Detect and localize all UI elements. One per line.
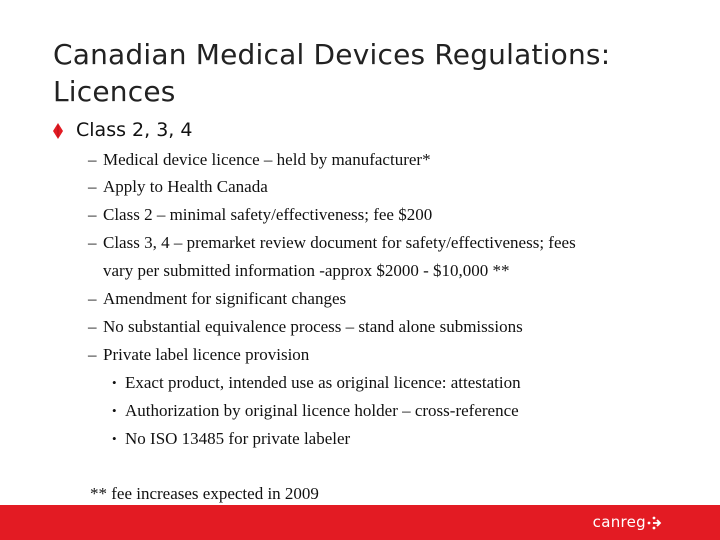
sub-bullet-text: Medical device licence – held by manufacturer* [103,150,431,169]
slide-title: Canadian Medical Devices Regulations: Licences [53,38,611,108]
sub-bullet-text: Private label licence provision [103,345,310,364]
sub-bullet-text: vary per submitted information -approx $2000 - $10,000 ** [103,261,510,280]
dash-marker: – [88,205,97,224]
sub-sub-bullet-text: No ISO 13485 for private labeler [125,429,351,448]
bullet-label: Class 2, 3, 4 [76,119,193,141]
dash-marker: – [88,233,97,252]
dash-marker: – [88,177,97,196]
dot-marker: • [112,431,117,446]
sub-sub-bullet-text: Authorization by original licence holder – cross-reference [125,401,519,420]
sub-bullet-text: Apply to Health Canada [103,177,268,196]
footer-bar [0,505,720,540]
dash-marker: – [88,150,97,169]
sub-bullet-text: Class 2 – minimal safety/effectiveness; fee $200 [103,205,433,224]
dash-marker: – [88,289,97,308]
red-diamond-bullet-icon [53,123,63,139]
sub-bullet-text: No substantial equivalence process – stand alone submissions [103,317,523,336]
canreg-logo-text: canreg [592,513,646,531]
dot-marker: • [112,403,117,418]
dash-marker: – [88,345,97,364]
dash-marker: – [88,317,97,336]
sub-bullet-text: Class 3, 4 – premarket review document for safety/effectiveness; fees [103,233,576,252]
dot-marker: • [112,375,117,390]
footnote: ** fee increases expected in 2009 [90,484,319,503]
canreg-arrow-icon [646,515,662,531]
sub-sub-bullet-text: Exact product, intended use as original licence: attestation [125,373,521,392]
sub-bullet-text: Amendment for significant changes [103,289,347,308]
